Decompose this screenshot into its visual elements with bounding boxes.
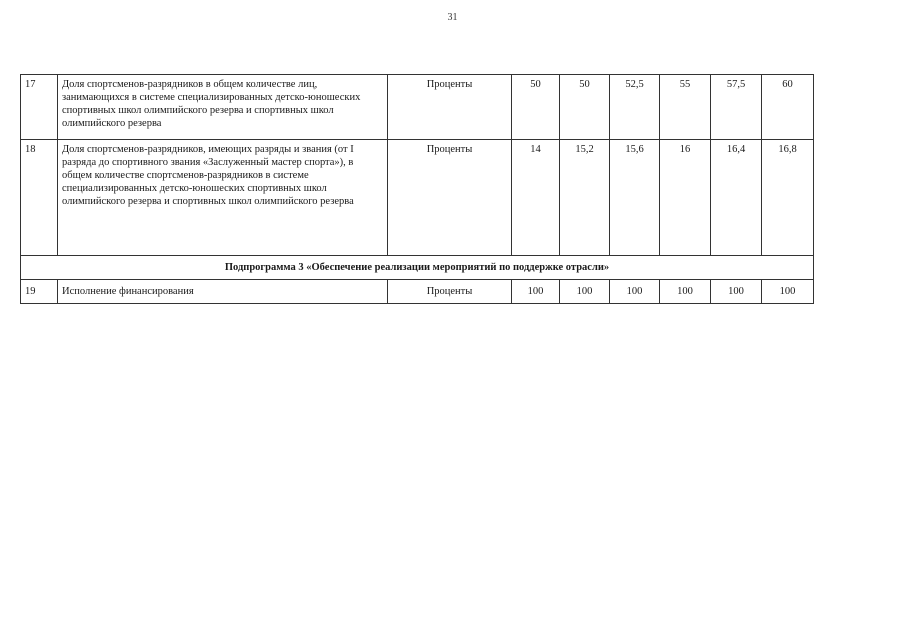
value-cell: 50 — [560, 75, 610, 140]
indicators-table — [20, 74, 814, 304]
unit-cell: Проценты — [388, 75, 512, 140]
value-cell: 100 — [512, 280, 560, 304]
value-cell: 100 — [660, 280, 711, 304]
indicator-name: Доля спортсменов-разрядников в общем количестве лиц, занимающихся в системе специализированных детско-юношеских спортивных школ олимпийского резерва и спортивных школ олимпийского резерва — [58, 75, 388, 140]
value-cell: 14 — [512, 140, 560, 256]
value-cell: 100 — [762, 280, 814, 304]
value-cell: 100 — [610, 280, 660, 304]
unit-cell: Проценты — [388, 140, 512, 256]
value-cell: 15,2 — [560, 140, 610, 256]
unit-cell: Проценты — [388, 280, 512, 304]
page-number: 31 — [447, 12, 458, 23]
value-cell: 60 — [762, 75, 814, 140]
value-cell: 100 — [711, 280, 762, 304]
subprogram-title: Подпрограмма 3 «Обеспечение реализации мероприятий по поддержке отрасли» — [21, 256, 814, 280]
value-cell: 100 — [560, 280, 610, 304]
value-cell: 16 — [660, 140, 711, 256]
value-cell: 52,5 — [610, 75, 660, 140]
indicator-name: Доля спортсменов-разрядников, имеющих разряды и звания (от I разряда до спортивного звания «Заслуженный мастер спорта»), в общем количестве спортсменов-разрядников в системе специализированных детско-юношеских спортивных школ олимпийского резерва и спортивных школ олимпийского резерва — [58, 140, 388, 256]
value-cell: 15,6 — [610, 140, 660, 256]
indicator-name: Исполнение финансирования — [58, 280, 388, 304]
table-row — [21, 140, 814, 256]
row-number: 18 — [21, 140, 58, 256]
row-number: 17 — [21, 75, 58, 140]
subprogram-row — [21, 256, 814, 280]
value-cell: 57,5 — [711, 75, 762, 140]
value-cell: 16,4 — [711, 140, 762, 256]
table-row — [21, 280, 814, 304]
value-cell: 50 — [512, 75, 560, 140]
value-cell: 16,8 — [762, 140, 814, 256]
row-number: 19 — [21, 280, 58, 304]
table-row — [21, 75, 814, 140]
value-cell: 55 — [660, 75, 711, 140]
